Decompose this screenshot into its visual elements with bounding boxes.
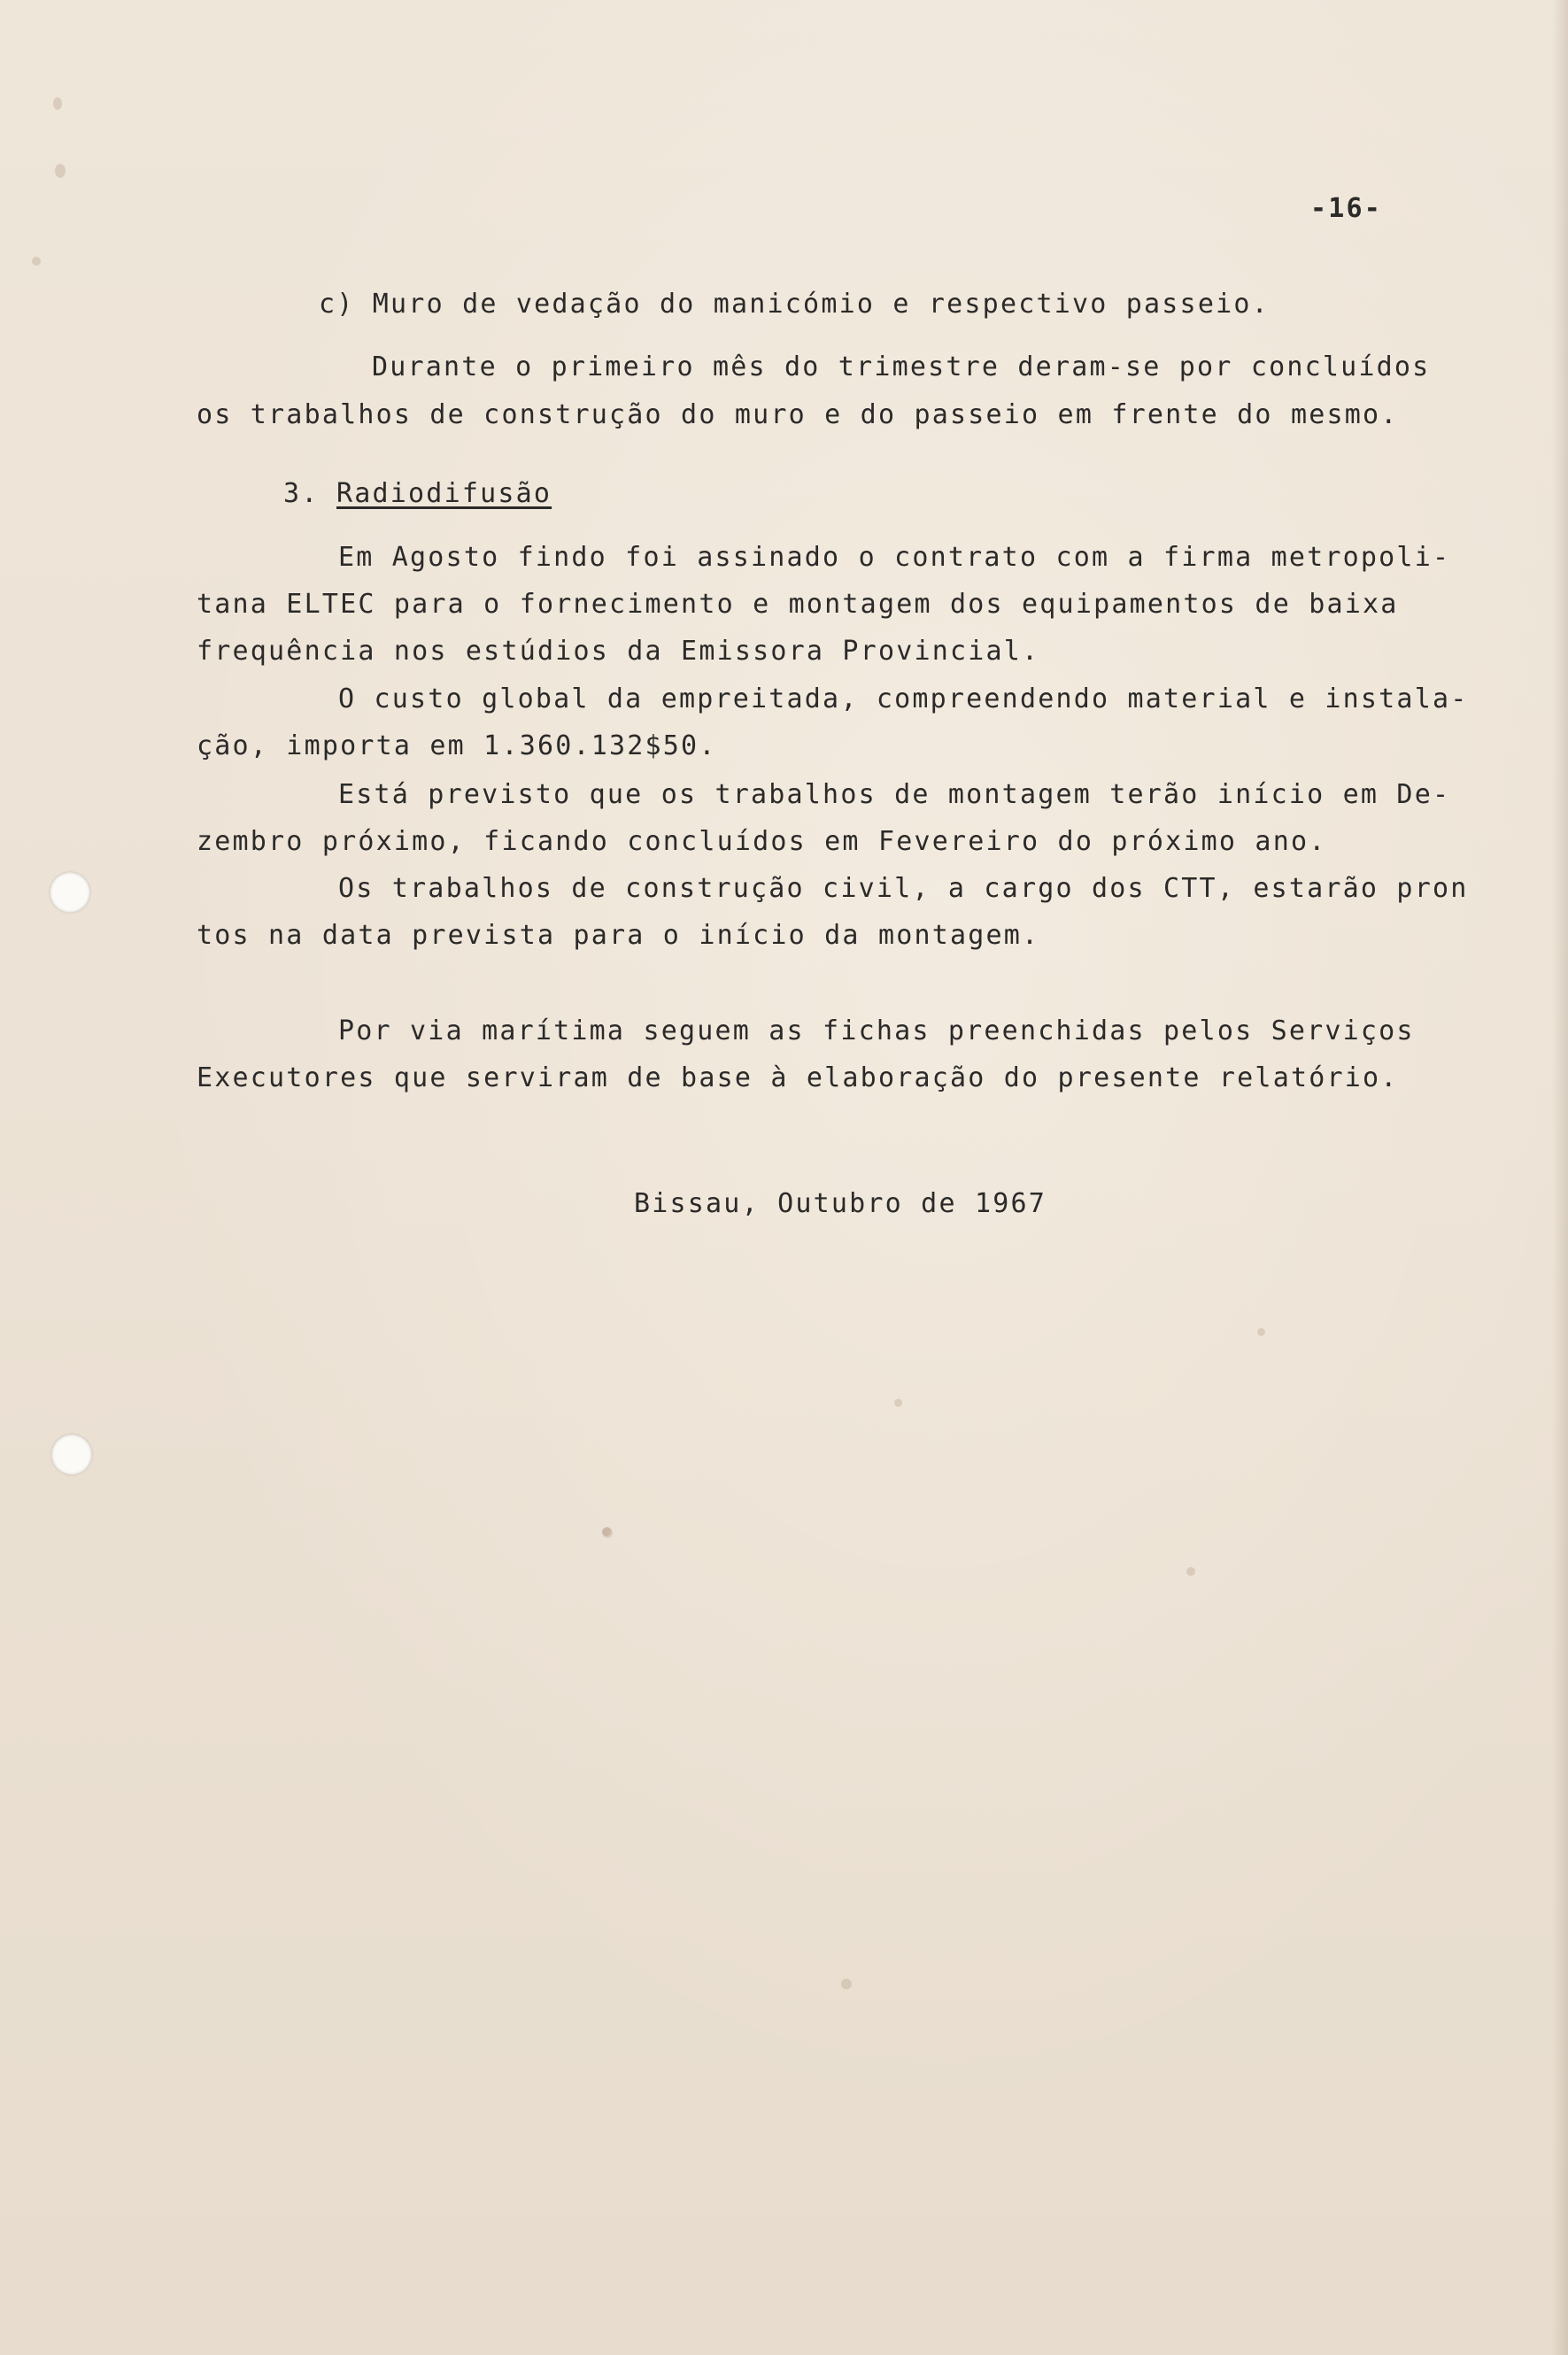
paragraph-line: O custo global da empreitada, compreendendo material e instala- (338, 683, 1469, 714)
paragraph-line: Está previsto que os trabalhos de montagem terão início em De- (338, 779, 1451, 810)
paragraph-line: frequência nos estúdios da Emissora Provincial. (197, 636, 1040, 667)
paragraph-line: zembro próximo, ficando concluídos em Fevereiro do próximo ano. (197, 826, 1327, 857)
signoff: Bissau, Outubro de 1967 (634, 1188, 1047, 1219)
paragraph-line: ção, importa em 1.360.132$50. (197, 730, 717, 761)
page-number: -16- (1310, 193, 1383, 224)
stain-spot (32, 257, 41, 266)
stain-spot (841, 1979, 852, 1989)
stain-spot (1257, 1328, 1265, 1336)
section-3-number: 3. (283, 478, 320, 509)
paragraph-line: Em Agosto findo foi assinado o contrato com a firma metropoli- (338, 542, 1451, 573)
paragraph-line: Por via marítima seguem as fichas preenchidas pelos Serviços (338, 1015, 1415, 1046)
paragraph-line: Executores que serviram de base à elaboração do presente relatório. (197, 1062, 1399, 1093)
paragraph-line: Os trabalhos de construção civil, a cargo dos CTT, estarão pron (338, 873, 1469, 904)
stain-spot (894, 1399, 902, 1407)
section-3-title: Radiodifusão (336, 478, 552, 509)
section-c-heading: c) Muro de vedação do manicómio e respectivo passeio. (319, 289, 1270, 320)
punch-hole (51, 1434, 92, 1475)
paragraph-line: tana ELTEC para o fornecimento e montagem dos equipamentos de baixa (197, 589, 1399, 620)
paragraph-line: tos na data prevista para o início da montagem. (197, 920, 1040, 951)
stain-spot (1186, 1567, 1195, 1576)
stain-spot (602, 1527, 613, 1538)
paper-edge-shadow (1552, 0, 1568, 2355)
stain-spot (53, 97, 62, 110)
paragraph-line: os trabalhos de construção do muro e do passeio em frente do mesmo. (197, 399, 1399, 430)
stain-spot (55, 164, 66, 178)
punch-hole (50, 872, 90, 913)
paragraph-line: Durante o primeiro mês do trimestre deram-se por concluídos (372, 351, 1431, 382)
